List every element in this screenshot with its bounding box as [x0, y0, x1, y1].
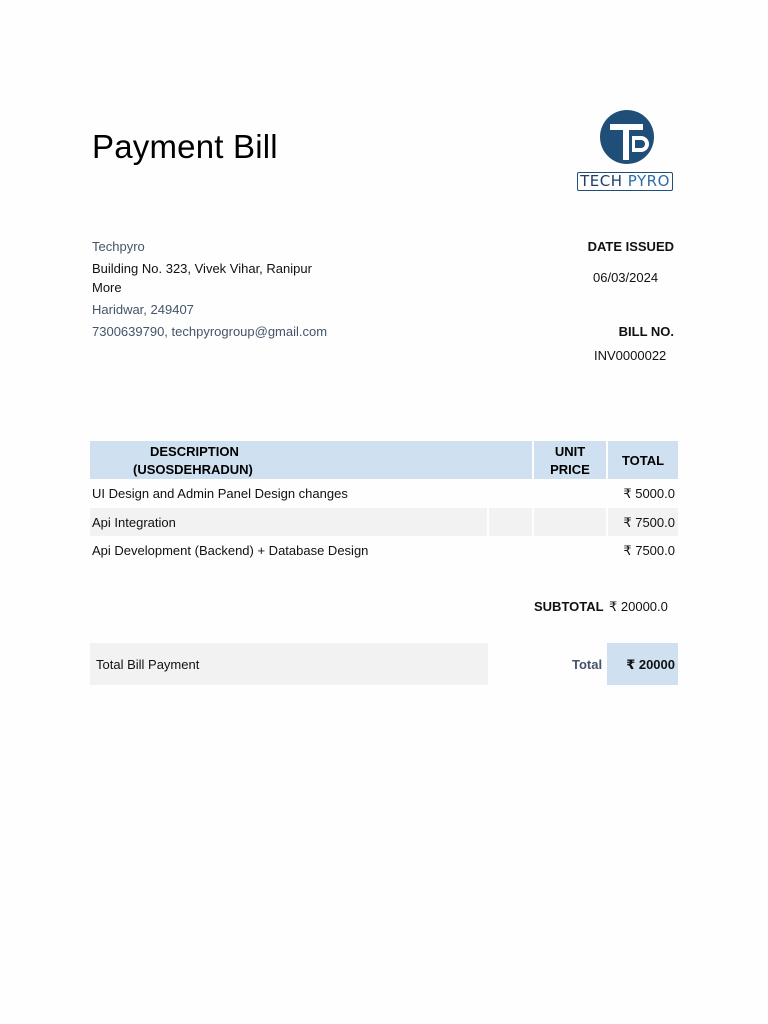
description-header-line1: DESCRIPTION — [150, 444, 239, 459]
table-row — [90, 508, 678, 536]
table-row — [90, 479, 678, 508]
logo-wordmark — [577, 172, 673, 191]
unit-price-header — [532, 441, 606, 479]
company-city: Haridwar, 249407 — [92, 302, 194, 317]
total-header — [606, 441, 678, 479]
row-total: ₹ 7500.0 — [623, 543, 675, 558]
row-unit-price — [532, 508, 606, 536]
row-description: UI Design and Admin Panel Design changes — [92, 486, 348, 501]
row-description: Api Integration — [92, 515, 176, 530]
logo-word-tech: TECH — [580, 172, 623, 190]
company-address-line1: Building No. 323, Vivek Vihar, Ranipur — [92, 261, 312, 276]
table-header-row — [90, 441, 678, 479]
total-header-label: TOTAL — [621, 453, 665, 468]
table-row — [90, 536, 678, 565]
subtotal-value: ₹ 20000.0 — [609, 599, 668, 614]
subtotal-label: SUBTOTAL — [534, 599, 604, 614]
company-name: Techpyro — [92, 239, 145, 254]
total-bill-band — [90, 643, 488, 685]
company-address-line2: More — [92, 280, 122, 295]
row-total: ₹ 7500.0 — [606, 508, 678, 536]
row-description: Api Development (Backend) + Database Design — [92, 543, 369, 558]
total-amount-box — [607, 643, 678, 685]
total-amount: ₹ 20000 — [626, 657, 675, 672]
row-spacer-cell — [487, 508, 532, 536]
page-title: Payment Bill — [92, 128, 278, 165]
bill-no-label: BILL NO. — [618, 324, 674, 339]
total-bill-label: Total Bill Payment — [96, 657, 200, 672]
unit-price-header-line2: PRICE — [550, 462, 590, 477]
company-contact: 7300639790, techpyrogroup@gmail.com — [92, 324, 328, 339]
date-issued-value: 06/03/2024 — [593, 270, 659, 285]
description-header-line2: (USOSDEHRADUN) — [133, 462, 253, 477]
date-issued-label: DATE ISSUED — [587, 239, 674, 254]
row-total: ₹ 5000.0 — [623, 486, 675, 501]
logo-word-pyro: PYRO — [627, 172, 670, 190]
unit-price-header-line1: UNIT — [554, 444, 586, 459]
total-label: Total — [572, 657, 603, 672]
bill-no-value: INV0000022 — [594, 348, 667, 363]
description-header — [90, 441, 532, 479]
